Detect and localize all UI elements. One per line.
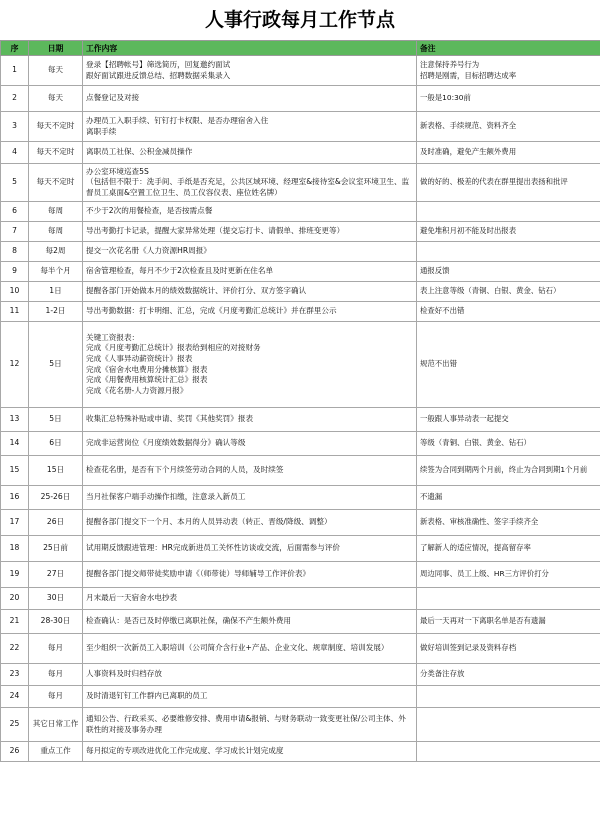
table-row [1, 562, 600, 588]
table-row [1, 686, 600, 708]
row-work [83, 634, 417, 664]
row-note [417, 708, 600, 742]
work-schedule-table [0, 40, 600, 762]
row-date: 5日 [29, 408, 83, 432]
work-line: 每月拟定的专项改进优化工作完成度、学习成长计划完成度 [86, 746, 284, 756]
row-date: 27日 [29, 562, 83, 588]
work-line: 点餐登记及对接 [86, 93, 140, 103]
row-work [83, 86, 417, 112]
work-line: 当月社保客户端手动操作扣缴，注意录入新员工 [86, 492, 246, 502]
work-line: 检查确认：是否已及时停缴已离职社保，确保不产生额外费用 [86, 616, 292, 626]
row-note [417, 610, 600, 634]
row-date: 每月 [29, 686, 83, 708]
work-line: 跟好面试跟进反馈总结、招聘数据采集录入 [86, 70, 231, 80]
row-date: 26日 [29, 510, 83, 536]
row-note [417, 562, 600, 588]
note-line: 一般跟人事异动表一起提交 [420, 414, 509, 424]
row-index: 12 [1, 322, 29, 408]
header-work: 工作内容 [83, 41, 417, 56]
row-note [417, 56, 600, 86]
row-work [83, 408, 417, 432]
row-index: 16 [1, 486, 29, 510]
note-line: 一般是10:30前 [420, 93, 471, 103]
row-note [417, 164, 600, 202]
table-row [1, 222, 600, 242]
work-line: 办理员工入职手续、钉钉打卡权限、是否办理宿舍入住 [86, 115, 269, 125]
row-date: 每月 [29, 634, 83, 664]
work-line: 提交一次花名册《人力资源HR周报》 [86, 246, 211, 256]
header-index: 序 [1, 41, 29, 56]
row-index: 15 [1, 456, 29, 486]
table-row [1, 634, 600, 664]
note-line: 避免堆积月初不能及时出报表 [420, 226, 517, 236]
work-line: 至少组织一次新员工入职培训（公司简介含行业+产品、企业文化、规章制度、培训发展） [86, 643, 389, 653]
table-row [1, 536, 600, 562]
row-note [417, 742, 600, 762]
row-note [417, 242, 600, 262]
row-index: 3 [1, 112, 29, 142]
row-note [417, 282, 600, 302]
row-date: 每周 [29, 222, 83, 242]
table-row [1, 432, 600, 456]
table-header-row [1, 41, 600, 56]
row-work [83, 202, 417, 222]
work-line: 提醒各部门提交下一个月、本月的人员异动表（转正、晋级/降级、调整） [86, 517, 332, 527]
row-date: 每月 [29, 664, 83, 686]
note-line: 新表格、审核准确性、签字手续齐全 [420, 517, 539, 527]
row-note [417, 432, 600, 456]
row-index: 4 [1, 142, 29, 164]
row-index: 5 [1, 164, 29, 202]
row-work [83, 486, 417, 510]
work-line: 离职手续 [86, 126, 117, 136]
table-row [1, 610, 600, 634]
work-line: 完成《宿舍水电费用分摊核算》报表 [86, 364, 208, 374]
row-index: 17 [1, 510, 29, 536]
row-work [83, 164, 417, 202]
row-note [417, 536, 600, 562]
row-date: 其它日常工作 [29, 708, 83, 742]
row-date: 每周 [29, 202, 83, 222]
page-title: 人事行政每月工作节点 [204, 9, 395, 31]
table-row [1, 510, 600, 536]
row-note [417, 302, 600, 322]
row-work [83, 302, 417, 322]
row-work [83, 322, 417, 408]
work-line: 收集汇总特殊补贴或申请、奖罚《其他奖罚》报表 [86, 414, 254, 424]
note-line: 做的好的、极差的代表在群里提出表扬和批评 [420, 177, 568, 187]
table-row [1, 708, 600, 742]
table-row [1, 86, 600, 112]
row-date: 1日 [29, 282, 83, 302]
row-index: 2 [1, 86, 29, 112]
row-work [83, 686, 417, 708]
row-work [83, 510, 417, 536]
work-line: 月末最后一天宿舍水电抄表 [86, 593, 178, 603]
row-date: 每天不定时 [29, 112, 83, 142]
row-index: 23 [1, 664, 29, 686]
work-line: （包括但不限于：洗手间、手纸是否充足，公共区域环境、经理室&接待室&会议室环境卫生、监督员工桌面&空置工位卫生、员工仪容仪表、座位姓名牌） [86, 177, 410, 197]
work-line: 宿舍管理检查，每月不少于2次检查且及时更新在住名单 [86, 266, 274, 276]
table-row [1, 456, 600, 486]
row-note [417, 222, 600, 242]
table-row [1, 742, 600, 762]
work-line: 办公室环境巡查5S [86, 166, 149, 176]
row-work [83, 142, 417, 164]
row-note [417, 142, 600, 164]
row-note [417, 588, 600, 610]
row-index: 8 [1, 242, 29, 262]
row-index: 13 [1, 408, 29, 432]
work-line: 及时清退钉钉工作群内已离职的员工 [86, 691, 208, 701]
row-work [83, 562, 417, 588]
table-row [1, 408, 600, 432]
row-index: 18 [1, 536, 29, 562]
work-line: 检查花名册，是否有下个月续签劳动合同的人员，及时续签 [86, 465, 284, 475]
note-line: 招聘是刚需，目标招聘达成率 [420, 70, 517, 80]
note-line: 等级（青铜、白银、黄金、钻石） [420, 438, 531, 448]
work-line: 完成《用餐费用核算统计汇总》报表 [86, 375, 208, 385]
table-row [1, 164, 600, 202]
work-line: 提醒各部门开始做本月的绩效数据统计、评价打分、双方签字确认 [86, 286, 307, 296]
table-row [1, 142, 600, 164]
row-work [83, 664, 417, 686]
row-index: 14 [1, 432, 29, 456]
note-line: 不遗漏 [420, 492, 443, 502]
work-line: 导出考勤数据：打卡明细、汇总，完成《月度考勤汇总统计》并在群里公示 [86, 306, 337, 316]
note-line: 通报反馈 [420, 266, 450, 276]
row-note [417, 510, 600, 536]
row-work [83, 536, 417, 562]
row-date: 28-30日 [29, 610, 83, 634]
row-note [417, 456, 600, 486]
work-line: 提醒各部门提交师带徒奖励申请《（师带徒）导师辅导工作评价表》 [86, 569, 311, 579]
row-index: 20 [1, 588, 29, 610]
row-date: 15日 [29, 456, 83, 486]
note-line: 规范不出错 [420, 359, 457, 369]
row-work [83, 742, 417, 762]
row-index: 24 [1, 686, 29, 708]
row-date: 每天不定时 [29, 142, 83, 164]
table-row [1, 242, 600, 262]
header-note: 备注 [417, 41, 600, 56]
table-row [1, 302, 600, 322]
row-date: 每天不定时 [29, 164, 83, 202]
row-work [83, 282, 417, 302]
row-index: 21 [1, 610, 29, 634]
row-date: 每天 [29, 56, 83, 86]
work-line: 导出考勤打卡记录，提醒大家异常处理（提交忘打卡、请假单、排班变更等） [86, 226, 345, 236]
row-work [83, 708, 417, 742]
note-line: 新表格、手续规范、资料齐全 [420, 121, 517, 131]
table-row [1, 56, 600, 86]
table-row [1, 262, 600, 282]
header-date: 日期 [29, 41, 83, 56]
table-row [1, 664, 600, 686]
row-index: 19 [1, 562, 29, 588]
table-row [1, 486, 600, 510]
note-line: 表上注意等级（青铜、白银、黄金、钻石） [420, 286, 561, 296]
row-date: 每2周 [29, 242, 83, 262]
row-work [83, 262, 417, 282]
work-line: 完成《月度考勤汇总统计》报表给到相应的对接财务 [86, 343, 261, 353]
note-line: 检查好不出错 [420, 306, 465, 316]
row-index: 6 [1, 202, 29, 222]
row-note [417, 664, 600, 686]
table-row [1, 282, 600, 302]
work-line: 人事资料及时归档存放 [86, 669, 162, 679]
row-work [83, 112, 417, 142]
note-line: 注意保持养号行为 [420, 59, 480, 69]
row-index: 1 [1, 56, 29, 86]
row-date: 25-26日 [29, 486, 83, 510]
row-work [83, 222, 417, 242]
row-work [83, 588, 417, 610]
table-row [1, 112, 600, 142]
note-line: 了解新人的适应情况，提高留存率 [420, 543, 531, 553]
row-work [83, 56, 417, 86]
note-line: 周边同事、员工上级、HR三方评价打分 [420, 569, 549, 579]
row-index: 26 [1, 742, 29, 762]
row-note [417, 262, 600, 282]
row-index: 7 [1, 222, 29, 242]
note-line: 做好培训签到记录及资料存档 [420, 643, 517, 653]
row-note [417, 634, 600, 664]
row-date: 30日 [29, 588, 83, 610]
row-note [417, 686, 600, 708]
work-line: 离职员工社保、公积金减员操作 [86, 147, 193, 157]
row-note [417, 202, 600, 222]
work-line: 不少于2次的用餐检查，是否按需点餐 [86, 206, 213, 216]
row-date: 每半个月 [29, 262, 83, 282]
work-line: 试用期反馈跟进管理：HR完成新进员工关怀性访谈或交流，后面需参与评价 [86, 543, 340, 553]
row-index: 11 [1, 302, 29, 322]
table-row [1, 588, 600, 610]
row-work [83, 242, 417, 262]
note-line: 分类备注存放 [420, 669, 465, 679]
note-line: 及时准确，避免产生额外费用 [420, 147, 517, 157]
row-index: 10 [1, 282, 29, 302]
work-line: 通知公告、行政采买、必要维修安排、费用申请&报销、与财务联动一致变更社保/公司主体、外联性的对接及事务办理 [86, 713, 406, 734]
note-line: 最后一天再对一下离职名单是否有遗漏 [420, 616, 546, 626]
row-date: 重点工作 [29, 742, 83, 762]
row-index: 25 [1, 708, 29, 742]
work-line: 完成《人事异动薪资统计》报表 [86, 353, 193, 363]
work-line: 完成《花名册-人力资源月报》 [86, 385, 188, 395]
row-index: 9 [1, 262, 29, 282]
table-row [1, 202, 600, 222]
row-date: 1-2日 [29, 302, 83, 322]
row-work [83, 610, 417, 634]
note-line: 续签为合同到期两个月前，终止为合同到期1个月前 [420, 465, 588, 475]
row-note [417, 112, 600, 142]
row-date: 5日 [29, 322, 83, 408]
work-line: 关键工资报表： [86, 332, 140, 342]
work-line: 登录【招聘帐号】筛选简历，回复邀约面试 [86, 59, 231, 69]
row-date: 6日 [29, 432, 83, 456]
row-index: 22 [1, 634, 29, 664]
row-note [417, 486, 600, 510]
table-row [1, 322, 600, 408]
row-date: 每天 [29, 86, 83, 112]
row-date: 25日前 [29, 536, 83, 562]
row-note [417, 408, 600, 432]
work-line: 完成非运营岗位《月度绩效数据得分》确认等级 [86, 438, 246, 448]
row-note [417, 322, 600, 408]
row-work [83, 456, 417, 486]
row-work [83, 432, 417, 456]
row-note [417, 86, 600, 112]
